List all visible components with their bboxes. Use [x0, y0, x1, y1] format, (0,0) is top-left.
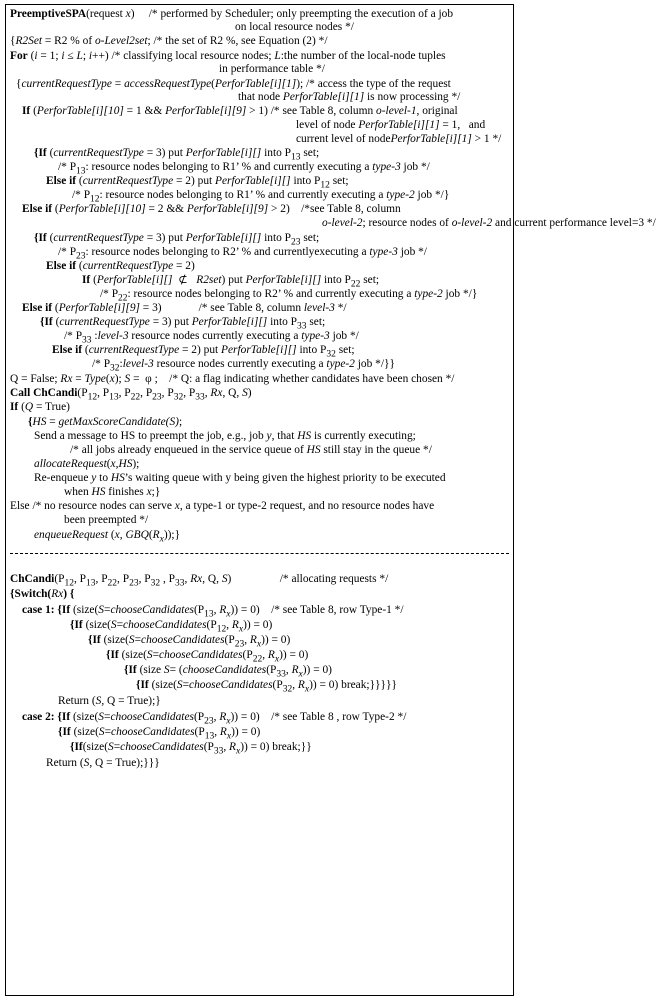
code-line: that node PerforTable[i][1] is now processing */ — [238, 91, 461, 103]
code-line: {If (currentRequestType = 3) put PerforTable[i][] into $P_{23}$ set; — [34, 232, 320, 248]
code-line: {$If(size(S=chooseCandidates(P_{33}$, $R_x)) = 0$) break;}} — [70, 741, 312, 757]
code-line: /* $P_{33}$ :level-3 resource nodes currently executing a type-3 job */ — [64, 330, 359, 346]
section-divider — [10, 553, 509, 554]
code-line: {If (size $S= (chooseCandidates(P_{33}$, $R_x)) = 0$) — [124, 664, 332, 680]
code-line: Else /* no resource nodes can serve x, a type-1 or type-2 request, and no resource nodes have — [10, 500, 435, 512]
code-line: case 2: {If ($size(S=chooseCandidates(P_{23}$, $R_x)) = 0$) /* see Table 8 , row Type-2 */ — [22, 711, 407, 727]
code-line: case 1: {If ($size(S=chooseCandidates(P_{13}$, $R_x)) = 0$) /* see Table 8, row Type-1 */ — [22, 604, 404, 620]
code-line: Call $ChCandi(P_{12}$, $P_{13}$, $P_{22}$, $P_{23}$, $P_{32}$, $P_{33}$, Rx, Q, S) — [10, 387, 252, 403]
code-line: enqueueRequest (x, $GBQ(R_x)$);} — [34, 529, 181, 545]
code-line: {currentRequestType = accessRequestType(PerforTable[i][1]); /* access the type of the request — [16, 78, 451, 90]
code-line: {If (currentRequestType = 3) put PerforTable[i][] into $P_{13}$ set; — [34, 147, 320, 163]
code-line: allocateRequest(x,HS); — [34, 458, 140, 470]
code-line: Else if (currentRequestType = 2) put PerforTable[i][] into $P_{12}$ set; — [46, 175, 349, 191]
code-line: /* $P_{32}:level-3$ resource nodes currently executing a type-2 job */}} — [92, 358, 395, 374]
code-line: current level of nodePerforTable[i][1] > 1 */ — [296, 133, 502, 145]
code-line: {If ($size(S=chooseCandidates(P_{13}$, $R_x)) = 0$) — [58, 726, 261, 742]
code-line: If (PerforTable[i][] ⊄ R2set) put PerforTable[i][] into $P_{22}$ set; — [82, 274, 380, 290]
code-line: {HS = getMaxScoreCandidate(S); — [28, 416, 183, 428]
code-line: level of node PerforTable[i][1] = 1, and — [296, 119, 486, 131]
code-line: Send a message to HS to preempt the job, e.g., job y, that HS is currently executing; — [34, 430, 416, 442]
code-line: been preempted */ — [64, 514, 149, 526]
code-line: Return (S, Q = True);}}} — [46, 757, 160, 769]
code-line: when HS finishes x;} — [64, 486, 161, 498]
code-line: For (i = 1; i ≤ L; i++) /* classifying local resource nodes; L:the number of the local-node tuples — [10, 50, 446, 62]
code-line: {If ($size(S=chooseCandidates(P_{22}$, $R_x)) = 0$) — [106, 649, 309, 665]
code-line: /* all jobs already enqueued in the service queue of HS still stay in the queue */ — [70, 444, 432, 456]
code-line: in performance table */ — [219, 63, 325, 75]
code-line: Q = False; Rx = Type(x); S = φ ; /* Q: a flag indicating whether candidates have been chosen */ — [10, 373, 455, 385]
code-line: {Switch(Rx) { — [10, 588, 75, 600]
code-line: on local resource nodes */ — [235, 21, 354, 33]
code-line: Else if (currentRequestType = 2) put PerforTable[i][] into $P_{32}$ set; — [52, 344, 355, 360]
code-line: {If (currentRequestType = 3) put PerforTable[i][] into $P_{33}$ set; — [40, 316, 326, 332]
code-line: Else if (PerforTable[i][9] = 3) /* see Table 8, column level-3 */ — [22, 302, 347, 314]
code-line: /* $P_{23}$: resource nodes belonging to R2’ % and currentlyexecuting a type-3 job */ — [58, 246, 427, 262]
code-line: Return (S, Q = True);} — [58, 695, 161, 707]
code-line: Else if (PerforTable[i][10] = 2 && PerforTable[i][9] > 2) /*see Table 8, column — [22, 203, 401, 215]
code-line: $ChCandi(P_{12}$, $P_{13}$, $P_{22}$, $P_{23}$, $P_{32}$ , $P_{33}$, Rx, Q, S) /* allocating requests */ — [10, 573, 389, 589]
code-line: {If ($size(S=chooseCandidates(P_{12}$, $R_x)) = 0$) — [70, 619, 273, 635]
code-line: If (PerforTable[i][10] = 1 && PerforTable[i][9] > 1) /* see Table 8, column o-level-1, original — [22, 105, 458, 117]
code-line: /* $P_{22}$: resource nodes belonging to R2’ % and currently executing a type-2 job */} — [100, 288, 478, 304]
code-line: Re-enqueue y to HS’s waiting queue with y being given the highest priority to be executed — [34, 472, 446, 484]
code-line: /* $P_{12}$: resource nodes belonging to R1’ % and currently executing a type-2 job */} — [72, 189, 450, 205]
code-line: /* $P_{13}$: resource nodes belonging to R1’ % and currently executing a type-3 job */ — [58, 161, 430, 177]
code-line: {If ($size(S=chooseCandidates(P_{23}$, $R_x)) = 0$) — [88, 634, 291, 650]
code-line: {R2Set = R2 % of o-Level2set; /* the set of R2 %, see Equation (2) */ — [10, 35, 328, 47]
algorithm-listing-frame — [5, 4, 656, 996]
code-line: PreemptiveSPA(request x) /* performed by Scheduler; only preempting the execution of a job — [10, 8, 454, 20]
code-line: o-level-2; resource nodes of o-level-2 and current performance level=3 */ — [322, 217, 656, 229]
code-line: {If ($size(S=chooseCandidates(P_{32}$, $R_x)) = 0$) break;}}}}} — [136, 679, 397, 695]
code-line: If (Q = True) — [10, 401, 70, 413]
code-line: Else if (currentRequestType = 2) — [46, 260, 195, 272]
